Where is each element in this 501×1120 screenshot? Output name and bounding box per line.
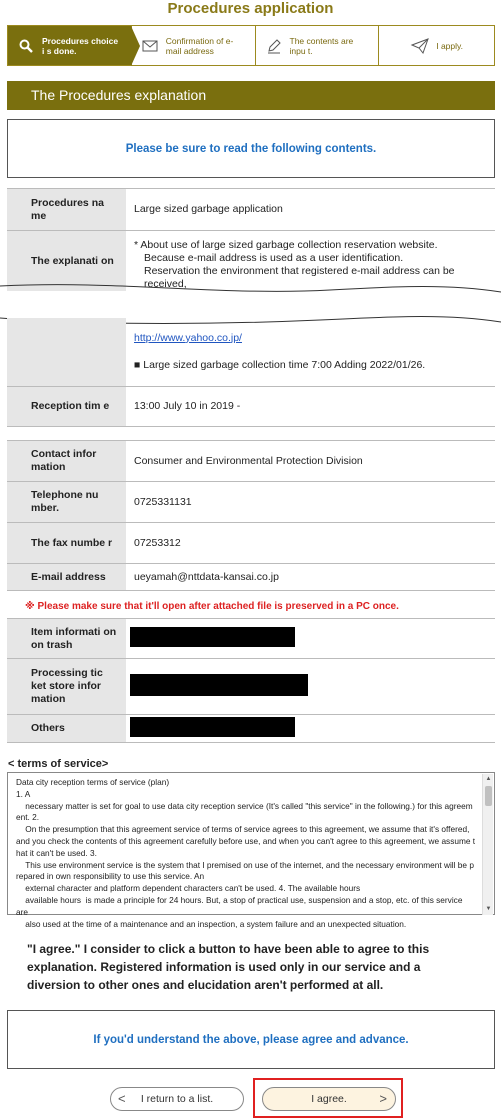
others-value [126, 715, 495, 743]
terms-label: < terms of service> [8, 758, 109, 770]
terms-line: 1. A [16, 788, 31, 799]
agree-button-label: I agree. [311, 1093, 347, 1105]
telephone-value: 0725331131 [126, 482, 495, 523]
scroll-up-icon[interactable]: ▲ [485, 776, 492, 782]
reference-link[interactable]: http://www.yahoo.co.jp/ [134, 331, 242, 344]
fax-label: The fax numbe r [7, 523, 126, 564]
step-email-confirmation [132, 26, 256, 65]
step-label: Procedures choice i s done. [42, 35, 119, 56]
terms-line: ent. 2. [16, 812, 40, 823]
agree-button[interactable] [262, 1087, 396, 1111]
read-notice: Please be sure to read the following contents. [7, 119, 495, 178]
redacted-value [130, 674, 308, 696]
terms-line: Data city reception terms of service (plan) [16, 777, 170, 787]
procedure-info-table [7, 188, 495, 291]
item-info-label: Item informati on on trash [7, 619, 126, 659]
agreement-statement: "I agree." I consider to click a button to have been able to agree to this explanation. Registered information is used only in our service and a diversion to other ones and elucidation aren't performed at all. [27, 942, 430, 992]
explanation-label: The explanati on [7, 231, 126, 292]
email-label: E-mail address [7, 564, 126, 591]
collection-time-note: ■ Large sized garbage collection time 7:00 Adding 2022/01/26. [134, 358, 426, 371]
telephone-label: Telephone nu mber. [7, 482, 126, 523]
others-label: Others [7, 715, 126, 743]
terms-line: and you check the contents of this agreement carefully before use, and when you can't agree to this agreement, we assume t [16, 835, 476, 846]
explanation-line: Because e-mail address is used as a user identification. [144, 252, 404, 264]
envelope-icon [140, 36, 160, 56]
step-label: Confirmation of e-mail address [165, 35, 234, 56]
scroll-down-icon[interactable]: ▼ [485, 906, 492, 912]
step-label: I apply. [436, 40, 464, 51]
terms-line: necessary matter is set for goal to use data city reception service (It's called "this service" in the following.) for this agreem [16, 800, 473, 811]
terms-line: available hours is made a principle for 24 hours. But, a stop of practical use, suspension and a stop, etc. of this service are [16, 894, 465, 917]
terms-line: repared in own responsibility to use this service. An [16, 871, 205, 882]
pencil-icon [264, 36, 284, 56]
explanation-line: * About use of large sized garbage collection reservation website. [134, 239, 438, 251]
redacted-value [130, 627, 295, 647]
page-title: Procedures application [167, 0, 334, 17]
scroll-thumb[interactable] [485, 786, 492, 806]
item-info-value [126, 619, 495, 659]
ticket-store-value [126, 659, 495, 715]
fax-value: 07253312 [126, 523, 495, 564]
terms-line: hat it can't be used. 3. [16, 847, 97, 858]
procedures-name-value: Large sized garbage application [126, 189, 495, 231]
reception-time-label: Reception tim e [7, 386, 126, 426]
step-apply [379, 26, 494, 65]
explanation-continued [126, 318, 495, 386]
step-input-contents [256, 26, 380, 65]
procedures-name-label: Procedures na me [7, 189, 126, 231]
terms-line: external character and platform dependent characters can't be used. 4. The available hours [16, 883, 361, 894]
chevron-left-icon: < [118, 1091, 126, 1106]
contact-label: Contact infor mation [7, 441, 126, 482]
return-to-list-button[interactable] [110, 1087, 244, 1111]
attachment-warning: ※ Please make sure that it'll open after attached file is preserved in a PC once. [25, 601, 399, 612]
reception-time-value: 13:00 July 10 in 2019 - [126, 386, 495, 426]
content-cut-top [0, 280, 501, 300]
terms-line: This use environment service is the system that I premised on use of the internet, and the necessary environment will be p [16, 859, 474, 870]
chevron-right-icon: > [379, 1091, 387, 1106]
progress-steps [7, 25, 495, 66]
step-label: The contents are inpu t. [289, 35, 354, 56]
explanation-line: Reservation the environment that registered e-mail address can be received, [144, 265, 455, 290]
paper-plane-icon [410, 36, 430, 56]
ticket-store-label: Processing tic ket store infor mation [7, 659, 126, 715]
contact-table [7, 440, 495, 591]
redacted-value [130, 717, 295, 737]
return-button-label: I return to a list. [140, 1093, 214, 1105]
search-icon [16, 36, 36, 56]
terms-line: On the presumption that this agreement service of terms of service agrees to this agreement, we assume that it's offered, [16, 824, 470, 835]
terms-scrollbar[interactable] [482, 774, 493, 915]
terms-textarea[interactable] [7, 772, 495, 929]
section-title: The Procedures explanation [7, 81, 495, 110]
trash-info-table [7, 618, 495, 743]
terms-line: also used at the time of a maintenance and an inspection, a system failure and an unexpected situation. [16, 918, 407, 929]
step-procedures-choice [8, 26, 132, 65]
procedure-info-table-continued [7, 318, 495, 427]
contact-value: Consumer and Environmental Protection Division [126, 441, 495, 482]
email-value: ueyamah@nttdata-kansai.co.jp [126, 564, 495, 591]
advance-notice: If you'd understand the above, please agree and advance. [7, 1010, 495, 1069]
